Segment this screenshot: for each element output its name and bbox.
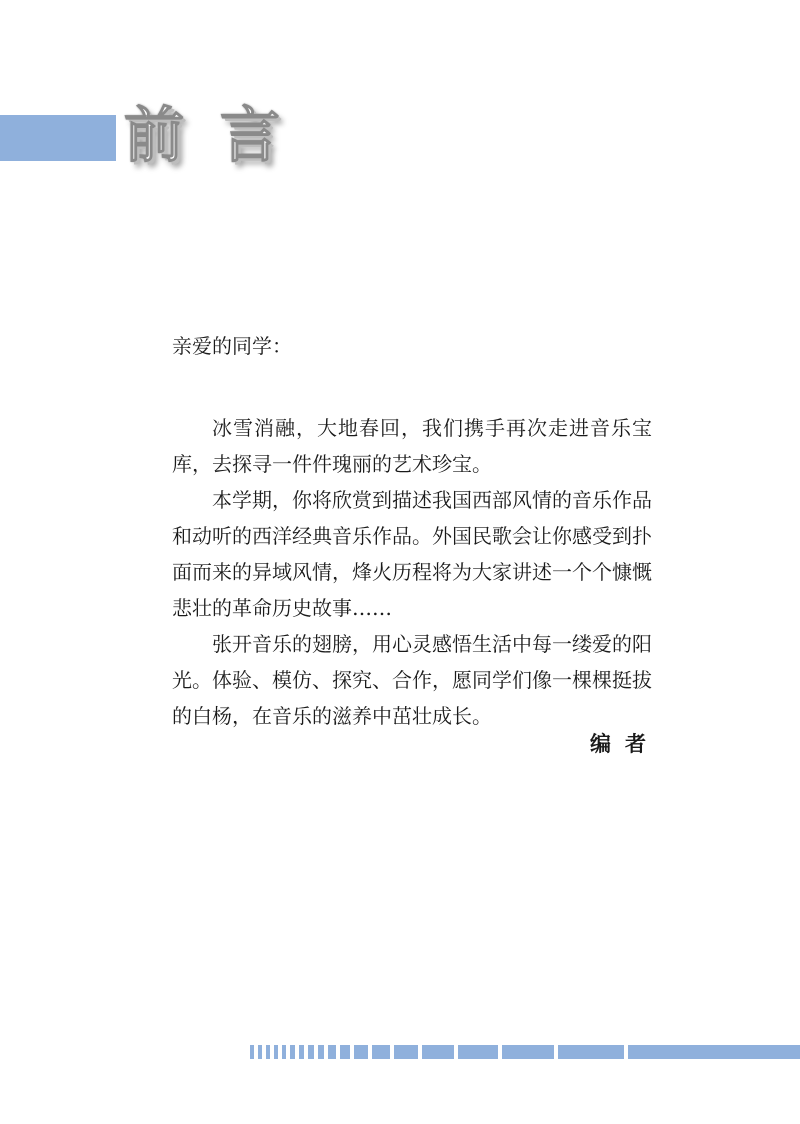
salutation: 亲爱的同学： — [172, 334, 292, 358]
paragraph: 冰雪消融，大地春回，我们携手再次走进音乐宝库，去探寻一件件瑰丽的艺术珍宝。 — [172, 416, 652, 476]
page-title: 前言 — [124, 101, 316, 171]
paragraph: 本学期，你将欣赏到描述我国西部风情的音乐作品和动听的西洋经典音乐作品。外国民歌会让你感受到扑面而来的异域风情，烽火历程将为大家讲述一个个慷慨悲壮的革命历史故事…… — [172, 488, 652, 620]
signature: 编者 — [590, 731, 660, 756]
paragraph: 张开音乐的翅膀，用心灵感悟生活中每一缕爱的阳光。体验、模仿、探究、合作，愿同学们像一棵棵挺拔的白杨，在音乐的滋养中茁壮成长。 — [172, 632, 652, 728]
header-accent-bar — [0, 115, 116, 161]
paragraph-list — [172, 410, 652, 734]
letter-body — [172, 300, 652, 734]
footer-decoration-strip — [0, 1045, 800, 1059]
